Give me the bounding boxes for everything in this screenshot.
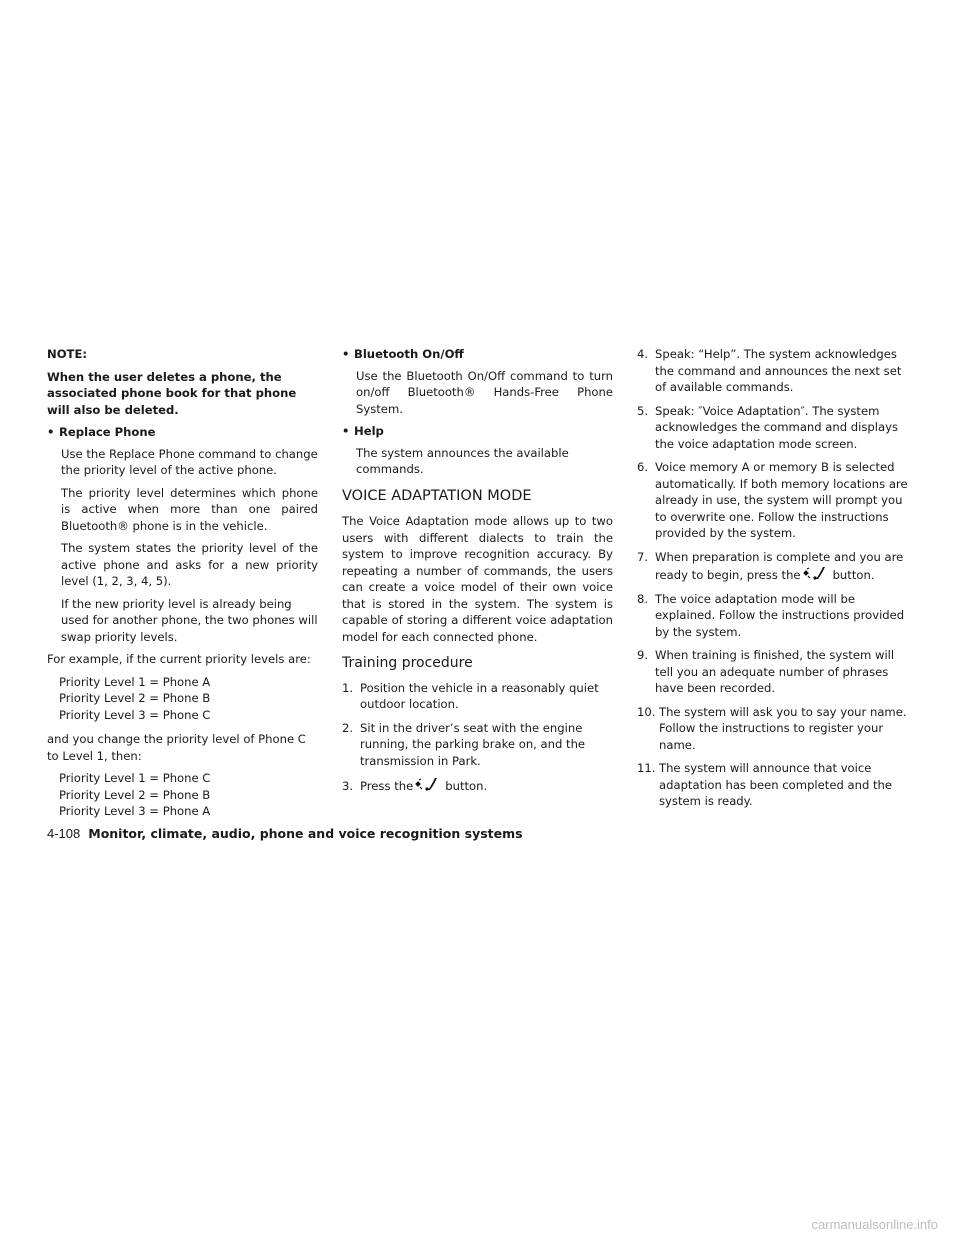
replace-phone-p3: The system states the priority level of the active phone and asks for a new priority level (1, 2, 3, 4, 5). bbox=[61, 541, 318, 588]
column-left bbox=[47, 346, 318, 828]
step-9 bbox=[637, 647, 910, 697]
step-text: The system will ask you to say your name. Follow the instructions to register your name. bbox=[659, 704, 907, 752]
list-item: Priority Level 2 = Phone B bbox=[59, 691, 211, 705]
replace-phone-title: Replace Phone bbox=[59, 425, 156, 439]
step-text: Voice memory A or memory B is selected automatically. If both memory locations are already in use, the system will prompt you to overwrite one. Follow the instructions provided by the system. bbox=[655, 460, 908, 540]
bullet-icon: • bbox=[342, 424, 350, 438]
step-number: 4. bbox=[637, 347, 649, 361]
watermark: carmanualsonline.info bbox=[811, 1217, 938, 1232]
voice-adaptation-intro: The Voice Adaptation mode allows up to two users with different dialects to train the system to improve recognition accuracy. By repeating a number of commands, the users can create a voice model of their own voice that is stored in the system. The system is capable of storing a different voice adaptation model for each connected phone. bbox=[342, 514, 613, 644]
step-number: 6. bbox=[637, 460, 649, 474]
step-text: Sit in the driver’s seat with the engine running, the parking brake on, and the transmission in Park. bbox=[360, 720, 586, 768]
bullet-help bbox=[342, 423, 613, 440]
note-label: NOTE: bbox=[47, 347, 88, 361]
step-text: When training is finished, the system will tell you an adequate number of phrases have been recorded. bbox=[655, 648, 895, 695]
step-text: Press the bbox=[360, 779, 414, 793]
page-number: 4-108 bbox=[47, 826, 81, 841]
step-1 bbox=[342, 680, 613, 713]
section-heading: VOICE ADAPTATION MODE bbox=[342, 487, 532, 504]
step-6 bbox=[637, 459, 910, 542]
replace-phone-p2: The priority level determines which phone is active when more than one paired Bluetooth® phone is in the vehicle. bbox=[61, 485, 318, 533]
step-10 bbox=[637, 704, 910, 754]
step-number: 2. bbox=[342, 720, 354, 735]
step-2 bbox=[342, 720, 613, 770]
example-intro: For example, if the current priority levels are: bbox=[47, 652, 311, 666]
priority-after-list bbox=[47, 770, 318, 820]
step-text: Speak: “Help”. The system acknowledges the command and announces the next set of available commands. bbox=[655, 347, 902, 394]
step-3 bbox=[342, 776, 613, 795]
step-number: 3. bbox=[342, 779, 354, 793]
voice-talk-icon bbox=[415, 776, 439, 792]
step-number: 5. bbox=[637, 403, 649, 418]
footer-title: Monitor, climate, audio, phone and voice recognition systems bbox=[88, 826, 523, 841]
replace-phone-p1: Use the Replace Phone command to change the priority level of the active phone. bbox=[61, 446, 318, 477]
step-11 bbox=[637, 760, 910, 810]
list-item: Priority Level 3 = Phone C bbox=[59, 707, 211, 722]
step-text: When preparation is complete and you are ready to begin, press the bbox=[655, 549, 904, 582]
step-number: 8. bbox=[637, 591, 649, 606]
column-middle bbox=[342, 346, 613, 802]
step-5 bbox=[637, 403, 910, 453]
page-footer bbox=[47, 826, 523, 841]
note-text: When the user deletes a phone, the associated phone book for that phone will also be deleted. bbox=[47, 369, 297, 417]
list-item: Priority Level 2 = Phone B bbox=[59, 787, 211, 802]
step-text: The voice adaptation mode will be explained. Follow the instructions provided by the system. bbox=[655, 591, 905, 639]
step-number: 7. bbox=[637, 549, 649, 564]
step-4 bbox=[637, 346, 910, 396]
bullet-icon: • bbox=[342, 347, 350, 361]
step-text: The system will announce that voice adaptation has been completed and the system is ready. bbox=[659, 761, 893, 808]
change-text: and you change the priority level of Phone C to Level 1, then: bbox=[47, 732, 306, 763]
step-number: 1. bbox=[342, 680, 354, 695]
replace-phone-p4: If the new priority level is already being used for another phone, the two phones will swap priority levels. bbox=[61, 596, 318, 644]
list-item: Priority Level 3 = Phone A bbox=[59, 804, 211, 818]
step-text: button. bbox=[445, 779, 488, 793]
step-text: Position the vehicle in a reasonably quiet outdoor location. bbox=[360, 680, 599, 711]
step-8 bbox=[637, 591, 910, 641]
step-number: 10. bbox=[637, 704, 656, 719]
bullet-icon: • bbox=[47, 425, 55, 439]
column-right bbox=[637, 346, 910, 817]
step-text: button. bbox=[832, 568, 875, 582]
bluetooth-text: Use the Bluetooth On/Off command to turn on/off Bluetooth® Hands-Free Phone System. bbox=[356, 368, 613, 416]
step-number: 11. bbox=[637, 761, 656, 775]
list-item: Priority Level 1 = Phone C bbox=[59, 771, 211, 785]
step-7 bbox=[637, 549, 910, 584]
bullet-bluetooth bbox=[342, 346, 613, 363]
bluetooth-title: Bluetooth On/Off bbox=[354, 347, 464, 361]
step-number: 9. bbox=[637, 648, 649, 662]
step-text: Speak: ″Voice Adaptation″. The system acknowledges the command and displays the voice adaptation mode screen. bbox=[655, 403, 899, 451]
list-item: Priority Level 1 = Phone A bbox=[59, 674, 211, 689]
bullet-replace-phone bbox=[47, 424, 318, 441]
help-title: Help bbox=[354, 424, 384, 438]
priority-before-list bbox=[47, 674, 318, 724]
sub-heading: Training procedure bbox=[342, 655, 473, 671]
help-text: The system announces the available commands. bbox=[356, 445, 569, 476]
voice-talk-icon bbox=[803, 565, 827, 581]
